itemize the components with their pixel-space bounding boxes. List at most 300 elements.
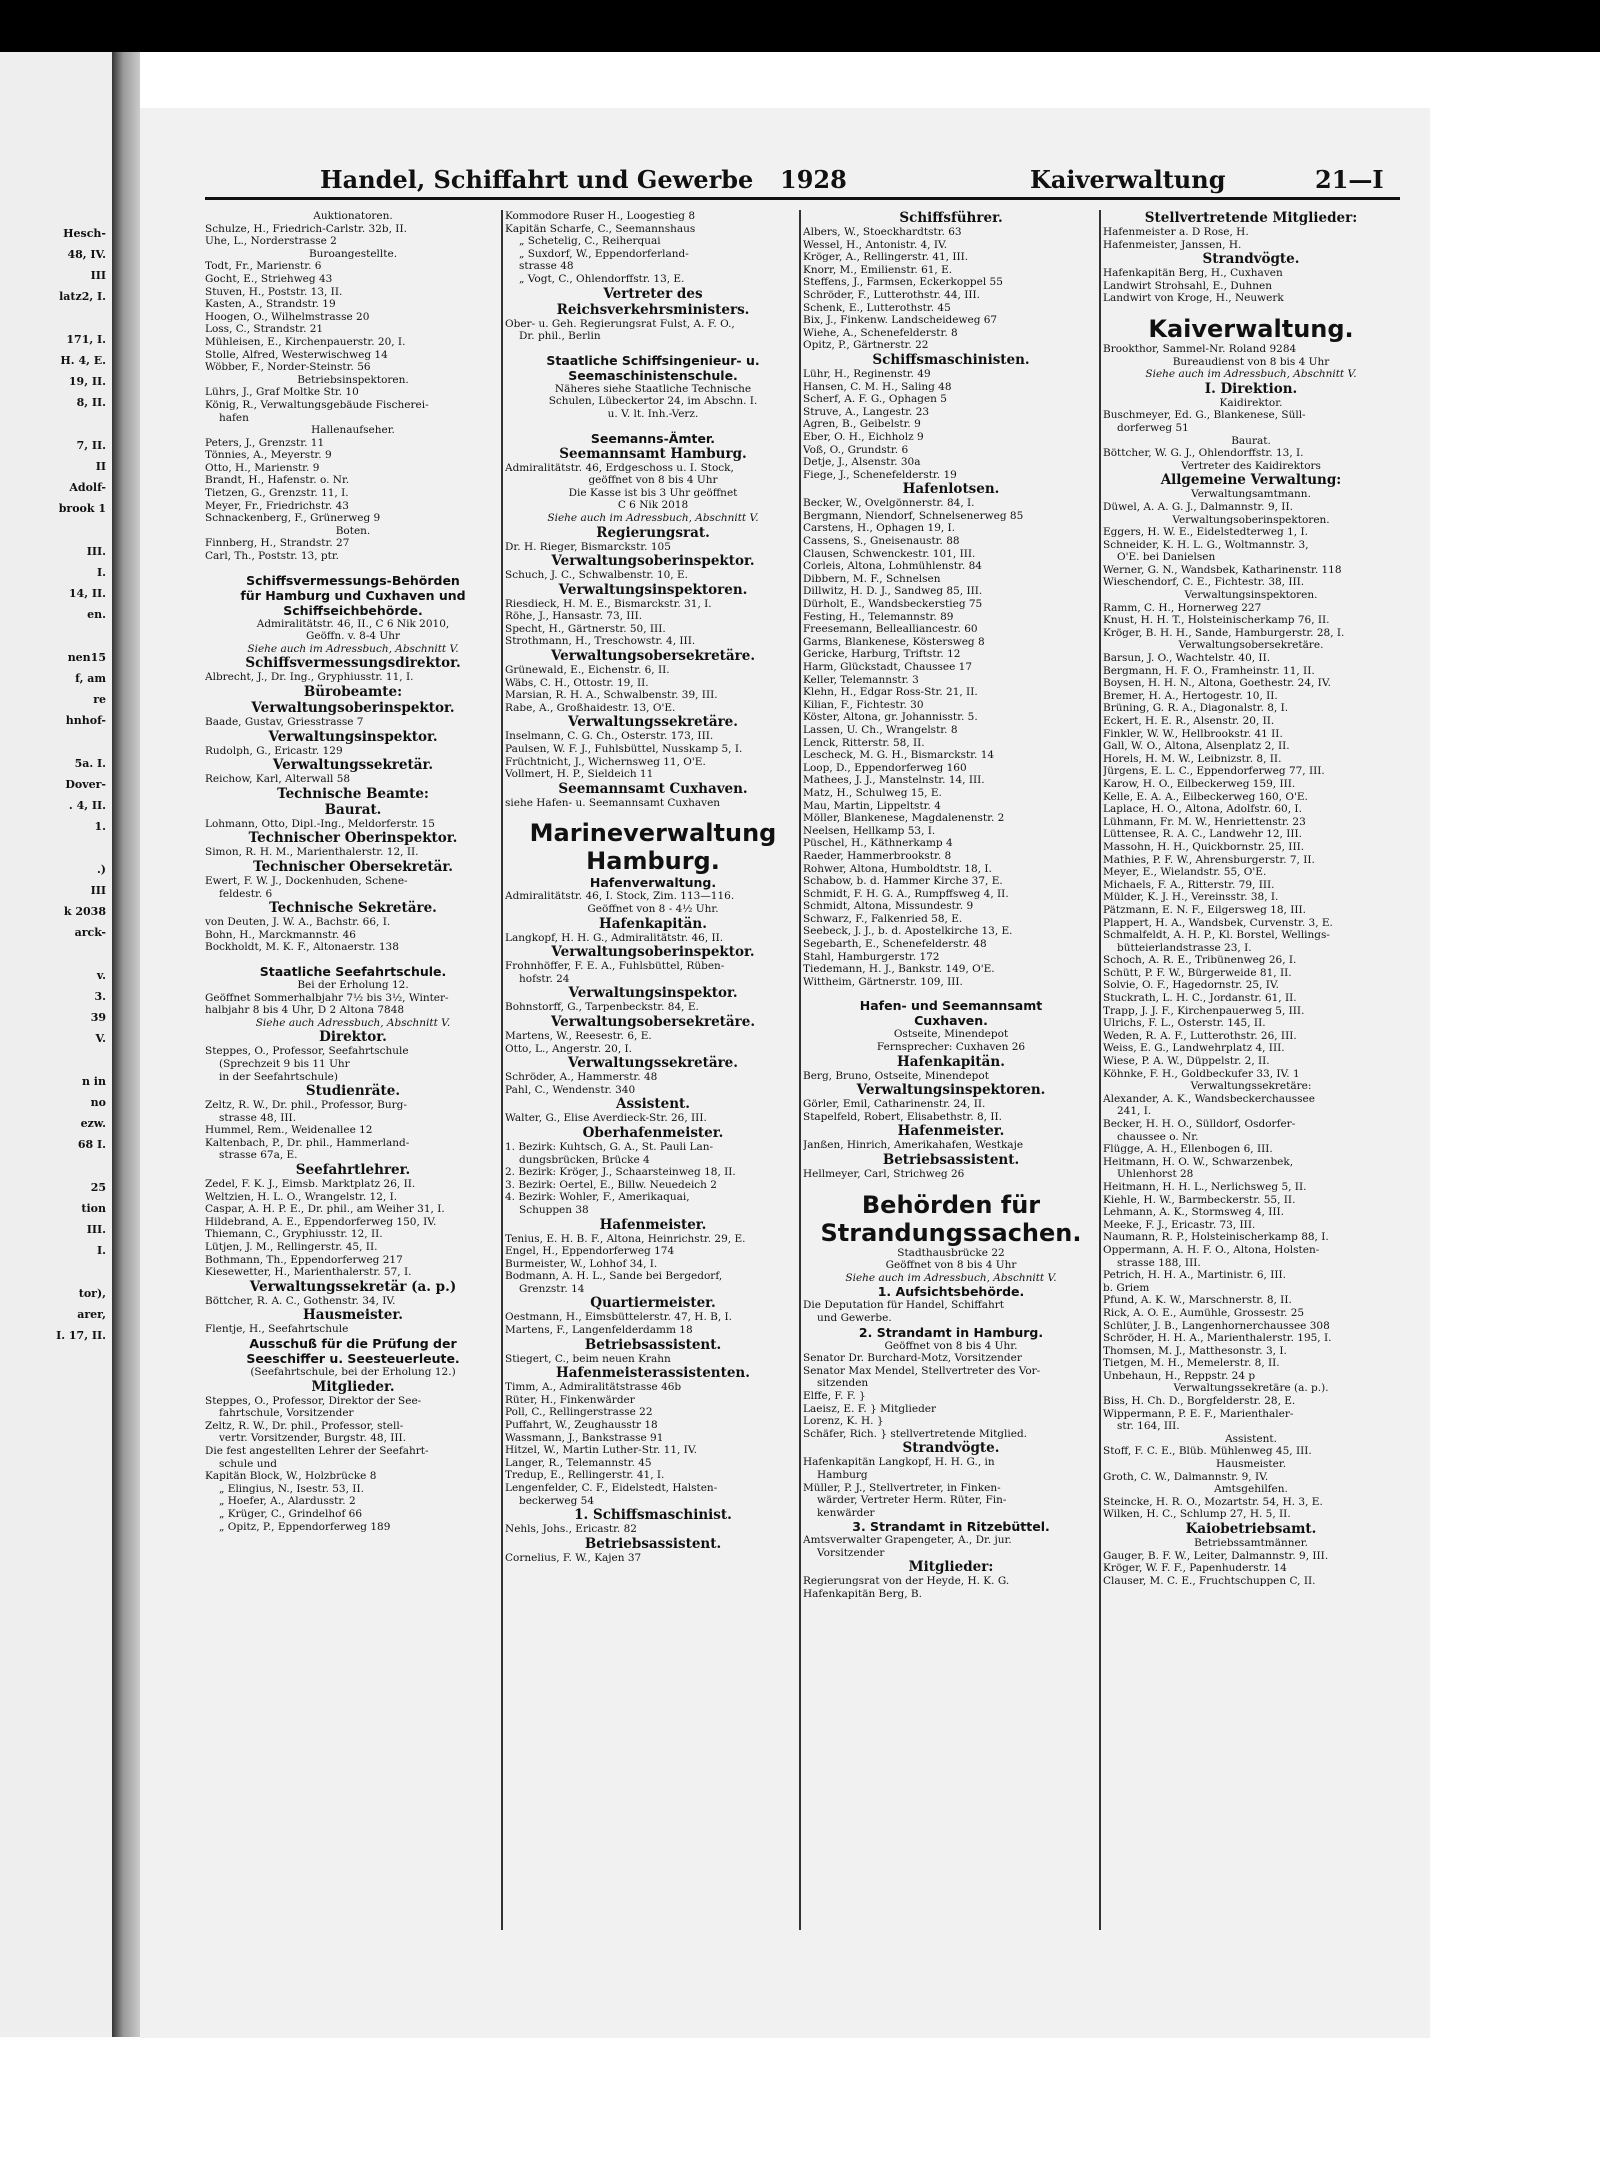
subheading: Ostseite, Minendepot xyxy=(893,1028,1009,1041)
entry: Petrich, H. H. A., Martinistr. 6, III. xyxy=(1103,1269,1286,1282)
section-heading: Verwaltungsinspektoren. xyxy=(856,1082,1046,1099)
subheading: Hallenaufseher. xyxy=(311,424,395,437)
margin-fragment: .) xyxy=(96,863,106,876)
entry-continuation: str. 164, III. xyxy=(1117,1420,1180,1433)
entry: Baade, Gustav, Griesstrasse 7 xyxy=(205,716,364,728)
entry: Hafenkapitän Berg, B. xyxy=(803,1588,922,1601)
entry: Elffe, F. F. } xyxy=(803,1389,866,1402)
entry-continuation: dorferweg 51 xyxy=(1117,421,1189,434)
entry-continuation: „ Suxdorf, W., Eppendorferland- xyxy=(519,247,689,260)
entry: Kröger, W. F. F., Papenhuderstr. 14 xyxy=(1103,1562,1287,1575)
subheading: Boten. xyxy=(335,524,371,537)
margin-fragment: v. xyxy=(96,969,106,982)
section-heading: Verwaltungssekretär (a. p.) xyxy=(249,1278,457,1295)
entry: Pätzmann, E. N. F., Eilgersweg 18, III. xyxy=(1103,903,1307,916)
entry: Rohwer, Altona, Humboldtstr. 18, I. xyxy=(803,862,992,875)
section-heading: Verwaltungssekretär. xyxy=(272,757,434,774)
entry-continuation: und Gewerbe. xyxy=(817,1311,892,1324)
spacer xyxy=(803,988,1099,998)
margin-fragment: 1. xyxy=(94,820,106,833)
section-heading: Hafenmeisterassistenten. xyxy=(556,1365,750,1382)
entry: Schenk, E., Lutterothstr. 45 xyxy=(803,301,951,314)
entry: Thiemann, C., Gryphiusstr. 12, II. xyxy=(205,1228,383,1241)
entry-continuation: „ Elingius, N., Isestr. 53, II. xyxy=(219,1482,364,1495)
entry: Düwel, A. A. G. J., Dalmannstr. 9, II. xyxy=(1103,500,1293,513)
margin-fragment: H. 4, E. xyxy=(60,354,106,367)
section-heading: Reichsverkehrsministers. xyxy=(556,301,750,318)
entry: Stapelfeld, Robert, Elisabethstr. 8, II. xyxy=(803,1110,1002,1123)
entry: Steppes, O., Professor, Seefahrtschule xyxy=(205,1045,409,1058)
entry: Nehls, Johs., Ericastr. 82 xyxy=(505,1523,637,1536)
entry: Fiege, J., Schenefelderstr. 19 xyxy=(803,468,957,481)
margin-fragment: I. xyxy=(97,566,106,579)
subheading: (Seefahrtschule, bei der Erholung 12.) xyxy=(250,1366,456,1378)
entry: Peters, J., Grenzstr. 11 xyxy=(205,436,325,449)
subheading: Die Kasse ist bis 3 Uhr geöffnet xyxy=(568,486,738,499)
entry: Festing, H., Telemannstr. 89 xyxy=(803,610,954,623)
section-heading: Technischer Oberinspektor. xyxy=(248,830,458,847)
scan-border-top xyxy=(0,0,1600,52)
entry-continuation: in der Seefahrtschule) xyxy=(219,1070,338,1083)
section-title: 1. Aufsichtsbehörde. xyxy=(877,1284,1025,1300)
entry: Matz, H., Schulweg 15, E. xyxy=(803,786,942,799)
left-page-margin xyxy=(0,52,112,2037)
margin-fragment: no xyxy=(90,1096,106,1109)
entry: Kasten, A., Strandstr. 19 xyxy=(205,298,336,311)
entry: Riesdieck, H. M. E., Bismarckstr. 31, I. xyxy=(505,597,712,610)
entry: Möller, Blankenese, Magdalenenstr. 2 xyxy=(803,812,1005,825)
spacer xyxy=(505,343,801,353)
section-heading: Betriebsassistent. xyxy=(584,1336,722,1353)
section-heading: Kaiobetriebsamt. xyxy=(1185,1521,1317,1537)
entry: Bohnstorff, G., Tarpenbeckstr. 84, E. xyxy=(505,1001,699,1014)
entry: Geöffnet Sommerhalbjahr 7½ bis 3½, Winter- xyxy=(205,991,449,1004)
entry: Landwirt von Kroge, H., Neuwerk xyxy=(1103,292,1284,305)
entry-continuation: sitzenden xyxy=(817,1377,869,1390)
cross-reference-note: Siehe auch im Adressbuch, Abschnitt V. xyxy=(845,1271,1057,1284)
section-title: Seemaschinistenschule. xyxy=(568,367,738,383)
entry: Unbehaun, H., Reppstr. 24 p xyxy=(1103,1369,1256,1382)
entry: Carl, Th., Poststr. 13, ptr. xyxy=(205,550,340,563)
entry: Schütt, P. F. W., Bürgerweide 81, II. xyxy=(1103,966,1292,979)
entry: Ramm, C. H., Hornerweg 227 xyxy=(1103,601,1262,614)
entry: Hafenmeister, Janssen, H. xyxy=(1103,238,1242,251)
margin-fragment: 5a. I. xyxy=(74,757,106,770)
cross-reference-note: Siehe auch im Adressbuch, Abschnitt V. xyxy=(247,642,459,655)
entry: Mau, Martin, Lippeltstr. 4 xyxy=(803,799,941,812)
margin-fragment: 8, II. xyxy=(76,396,106,409)
entry: Lehmann, A. K., Stormsweg 4, III. xyxy=(1103,1206,1284,1219)
header-rule xyxy=(205,197,1400,200)
entry: Klehn, H., Edgar Ross-Str. 21, II. xyxy=(803,686,978,699)
margin-fragment: 48, IV. xyxy=(67,248,106,261)
entry: Kilian, F., Fichtestr. 30 xyxy=(803,698,924,711)
entry: Bohn, H., Marckmannstr. 46 xyxy=(205,928,356,941)
entry: Gall, W. O., Altona, Alsenplatz 2, II. xyxy=(1103,740,1290,753)
entry: Todt, Fr., Marienstr. 6 xyxy=(205,260,322,273)
section-title: 2. Strandamt in Hamburg. xyxy=(858,1324,1044,1340)
section-title: für Hamburg und Cuxhaven und xyxy=(240,587,466,603)
entry: Poll, C., Rellingerstrasse 22 xyxy=(505,1406,653,1419)
subheading: Bureaudienst von 8 bis 4 Uhr xyxy=(1172,355,1330,368)
entry-continuation: kenwärder xyxy=(817,1506,875,1519)
entry-continuation: hafen xyxy=(219,411,249,424)
entry-continuation: „ Krüger, C., Grindelhof 66 xyxy=(219,1507,363,1520)
margin-fragment: V. xyxy=(95,1032,106,1045)
entry: 1. Bezirk: Kuhtsch, G. A., St. Pauli Lan- xyxy=(505,1140,714,1153)
entry-continuation: vertr. Vorsitzender, Burgstr. 48, III. xyxy=(219,1432,407,1445)
subheading: Geöffnet von 8 bis 4 Uhr xyxy=(885,1259,1017,1272)
margin-fragment: Dover- xyxy=(65,778,106,791)
entry: Schneider, K. H. L. G., Woltmannstr. 3, xyxy=(1103,538,1309,551)
entry: Wippermann, P. E. F., Marienthaler- xyxy=(1103,1407,1294,1420)
entry: Engel, H., Eppendorferweg 174 xyxy=(505,1245,675,1258)
entry: Opitz, P., Gärtnerstr. 22 xyxy=(803,339,929,352)
section-heading: Verwaltungsobersekretäre. xyxy=(550,648,756,665)
section-heading: Hafenkapitän. xyxy=(897,1053,1005,1070)
entry-continuation: (Sprechzeit 9 bis 11 Uhr xyxy=(219,1057,350,1070)
section-heading: Mitglieder. xyxy=(311,1378,395,1395)
entry: Brookthor, Sammel-Nr. Roland 9284 xyxy=(1103,342,1297,355)
entry: Grünewald, E., Eichenstr. 6, II. xyxy=(505,664,670,677)
entry: Loop, D., Eppendorferweg 160 xyxy=(803,761,967,774)
entry: Wiese, P. A. W., Düppelstr. 2, II. xyxy=(1103,1055,1270,1068)
subheading: Betriebsinspektoren. xyxy=(297,373,409,386)
entry: Walter, G., Elise Averdieck-Str. 26, III. xyxy=(505,1112,707,1125)
entry: Böttcher, W. G. J., Ohlendorffstr. 13, I. xyxy=(1103,447,1304,460)
entry: Admiralitätstr. 46, Erdgeschoss u. I. Stock, xyxy=(505,461,734,474)
margin-fragment: III xyxy=(90,269,106,282)
entry: Schoch, A. R. E., Tribünenweg 26, I. xyxy=(1103,954,1297,967)
section-heading: Hafenkapitän. xyxy=(599,915,707,932)
entry: Stahl, Hamburgerstr. 172 xyxy=(803,950,940,963)
column-divider xyxy=(799,210,801,1930)
entry: Zedel, F. K. J., Eimsb. Marktplatz 26, II. xyxy=(205,1178,416,1191)
margin-fragment: nen15 xyxy=(67,651,106,664)
entry-continuation: Uhlenhorst 28 xyxy=(1117,1168,1194,1181)
entry: Wilken, H. C., Schlump 27, H. 5, II. xyxy=(1103,1508,1291,1521)
entry: Kröger, B. H. H., Sande, Hamburgerstr. 28, I. xyxy=(1103,626,1345,639)
section-title: Schiffsvermessungs-Behörden xyxy=(246,572,460,588)
entry: Eckert, H. E. R., Alsenstr. 20, II. xyxy=(1103,715,1275,727)
entry: Lüttensee, R. A. C., Landwehr 12, III. xyxy=(1103,828,1303,841)
entry: Gericke, Harburg, Triftstr. 12 xyxy=(803,648,961,661)
entry: Clauser, M. C. E., Fruchtschuppen C, II. xyxy=(1103,1574,1316,1587)
entry: Pahl, C., Wendenstr. 340 xyxy=(505,1083,636,1096)
cross-reference-note: Siehe auch im Adressbuch, Abschnitt V. xyxy=(1145,368,1357,381)
subheading: Baurat. xyxy=(1231,434,1271,447)
entry: Pfund, A. K. W., Marschnerstr. 8, II. xyxy=(1103,1294,1292,1307)
section-heading: Seemannsamt Hamburg. xyxy=(559,445,747,462)
entry: Rabe, A., Großhaidestr. 13, O'E. xyxy=(505,701,676,714)
entry: Bergmann, H. F. O., Framheinstr. 11, II. xyxy=(1103,664,1315,677)
section-heading: Stellvertretende Mitglieder: xyxy=(1144,210,1358,226)
entry: Specht, H., Gärtnerstr. 50, III. xyxy=(505,622,666,635)
entry-continuation: 241, I. xyxy=(1117,1105,1152,1118)
margin-fragment: 25 xyxy=(90,1181,106,1194)
entry: Landwirt Strohsahl, E., Duhnen xyxy=(1103,279,1272,292)
subheading: geöffnet von 8 bis 4 Uhr xyxy=(588,474,718,487)
entry: Stuckrath, L. H. C., Jordanstr. 61, II. xyxy=(1103,992,1297,1005)
section-heading: Verwaltungsinspektor. xyxy=(268,728,438,745)
entry: Lütjen, J. M., Rellingerstr. 45, II. xyxy=(205,1241,378,1254)
section-heading: Technische Sekretäre. xyxy=(269,900,437,917)
subheading: u. V. lt. Inh.-Verz. xyxy=(607,407,699,420)
entry: Mülder, K. J. H., Vereinsstr. 38, I. xyxy=(1103,891,1279,904)
entry: Martens, F., Langenfelderdamm 18 xyxy=(505,1324,693,1337)
subheading: Geöffn. v. 8-4 Uhr xyxy=(305,630,401,643)
entry: Simon, R. H. M., Marienthalerstr. 12, II. xyxy=(205,846,419,859)
entry: Hummel, Rem., Weidenallee 12 xyxy=(205,1124,373,1137)
entry: Boysen, H. H. N., Altona, Goethestr. 24, IV. xyxy=(1103,677,1331,690)
entry-continuation: dungsbrücken, Brücke 4 xyxy=(519,1153,650,1166)
section-title: Cuxhaven. xyxy=(914,1013,988,1029)
entry-continuation: strasse 48, III. xyxy=(219,1111,297,1124)
entry: Stolle, Alfred, Westerwischweg 14 xyxy=(205,348,388,361)
margin-fragment: k 2038 xyxy=(63,905,106,918)
margin-fragment: 3. xyxy=(94,990,106,1003)
entry: Hoogen, O., Wilhelmstrasse 20 xyxy=(205,310,370,323)
entry-continuation: wärder, Vertreter Herm. Rüter, Fin- xyxy=(817,1494,1007,1507)
subheading: Verwaltungsamtmann. xyxy=(1191,488,1311,501)
section-heading: Betriebsassistent. xyxy=(882,1152,1020,1168)
entry: Massohn, H. H., Quickbornstr. 25, III. xyxy=(1103,840,1305,853)
entry: Lorenz, K. H. } xyxy=(803,1415,884,1428)
section-heading: Seefahrtlehrer. xyxy=(295,1162,411,1179)
section-heading: Regierungsrat. xyxy=(596,524,710,541)
entry: Steincke, H. R. O., Mozartstr. 54, H. 3, E. xyxy=(1103,1495,1323,1508)
entry: Hildebrand, A. E., Eppendorferweg 150, IV. xyxy=(205,1215,437,1228)
section-heading: Hafenmeister. xyxy=(599,1216,707,1233)
entry: Struve, A., Langestr. 23 xyxy=(803,405,930,418)
major-title: Marineverwaltung xyxy=(529,819,777,848)
entry: Steppes, O., Professor, Direktor der See- xyxy=(205,1394,422,1407)
entry: Timm, A., Admiralitätstrasse 46b xyxy=(505,1381,682,1394)
entry-continuation: „ Vogt, C., Ohlendorffstr. 13, E. xyxy=(519,272,685,285)
entry: Agren, B., Geibelstr. 9 xyxy=(803,418,921,431)
entry: 4. Bezirk: Wohler, F., Amerikaquai, xyxy=(505,1191,690,1204)
entry: Heitmann, H. H. L., Nerlichsweg 5, II. xyxy=(1103,1180,1307,1193)
entry: Burmeister, W., Lohhof 34, I. xyxy=(505,1257,658,1270)
section-title: Seemanns-Ämter. xyxy=(590,430,716,446)
subheading: Verwaltungsinspektoren. xyxy=(1184,589,1318,602)
entry: Knorr, M., Emilienstr. 61, E. xyxy=(803,263,953,276)
header-section: Kaiverwaltung xyxy=(1030,165,1226,194)
section-heading: Direktor. xyxy=(319,1029,387,1046)
entry: Mühleisen, E., Kirchenpauerstr. 20, I. xyxy=(205,335,406,348)
entry: Weden, R. A. F., Lutterothstr. 26, III. xyxy=(1103,1029,1297,1042)
entry: Kapitän Block, W., Holzbrücke 8 xyxy=(205,1470,377,1483)
entry: Horels, H. M. W., Leibnizstr. 8, II. xyxy=(1103,752,1282,765)
entry: Ober- u. Geh. Regierungsrat Fulst, A. F. O., xyxy=(505,317,735,330)
entry: Bodmann, A. H. L., Sande bei Bergedorf, xyxy=(505,1270,723,1283)
entry: Wessel, H., Antonistr. 4, IV. xyxy=(803,238,948,251)
entry: Flügge, A. H., Ellenbogen 6, III. xyxy=(1103,1143,1273,1156)
entry: Schnackenberg, F., Grünerweg 9 xyxy=(205,512,381,525)
entry: 3. Bezirk: Oertel, E., Billw. Neuedeich 2 xyxy=(505,1178,717,1191)
entry-continuation: feldestr. 6 xyxy=(219,887,273,900)
page-header xyxy=(205,165,1400,195)
margin-fragment: f, am xyxy=(75,672,106,685)
cross-reference-note: Siehe auch im Adressbuch, Abschnitt V. xyxy=(547,511,759,524)
entry: Mathees, J. J., Manstelnstr. 14, III. xyxy=(803,774,985,787)
subheading: Näheres siehe Staatliche Technische xyxy=(554,382,752,395)
section-heading: Quartiermeister. xyxy=(590,1295,716,1312)
section-heading: I. Direktion. xyxy=(1204,380,1298,397)
header-page-number: 21—I xyxy=(1315,165,1384,194)
entry: Scherf, A. F. G., Ophagen 5 xyxy=(803,393,947,406)
entry-continuation: „ Schetelig, C., Reiherquai xyxy=(519,235,661,248)
book-gutter xyxy=(112,52,140,2037)
section-heading: Hausmeister. xyxy=(303,1307,403,1324)
entry: Dillwitz, H. D. J., Sandweg 85, III. xyxy=(803,585,983,598)
margin-fragment: Hesch- xyxy=(63,227,106,240)
subheading: Vertreter des Kaidirektors xyxy=(1181,459,1321,472)
subheading: Kaidirektor. xyxy=(1219,396,1283,409)
entry: Strothmann, H., Treschowstr. 4, III. xyxy=(505,635,696,648)
entry-continuation: „ Opitz, P., Eppendorferweg 189 xyxy=(219,1520,391,1533)
section-heading: Schiffsführer. xyxy=(899,210,1003,226)
entry: von Deuten, J. W. A., Bachstr. 66, I. xyxy=(205,916,391,929)
entry: Tredup, E., Rellingerstr. 41, I. xyxy=(505,1469,665,1482)
entry: Biss, H. Ch. D., Borgfelderstr. 28, E. xyxy=(1103,1395,1296,1408)
column-4 xyxy=(1103,210,1399,1587)
major-title: Strandungssachen. xyxy=(820,1218,1082,1247)
entry: Segebarth, E., Schenefelderstr. 48 xyxy=(803,938,987,951)
entry: Schabow, b. d. Hammer Kirche 37, E. xyxy=(803,875,1003,888)
section-heading: Verwaltungsoberinspektor. xyxy=(551,944,755,961)
entry: Schröder, A., Hammerstr. 48 xyxy=(505,1071,658,1084)
section-heading: Verwaltungsinspektor. xyxy=(568,985,738,1002)
spacer xyxy=(505,421,801,431)
section-heading: Betriebsassistent. xyxy=(584,1535,722,1552)
entry: Schmidt, Altona, Missundestr. 9 xyxy=(803,900,974,913)
entry: Solvie, O. F., Hagedornstr. 25, IV. xyxy=(1103,979,1279,992)
entry: Tönnies, A., Meyerstr. 9 xyxy=(205,449,332,462)
entry: Meyer, E., Wielandstr. 55, O'E. xyxy=(1103,866,1267,879)
entry: Cornelius, F. W., Kajen 37 xyxy=(505,1551,642,1564)
subheading: Geöffnet von 8 bis 4 Uhr. xyxy=(884,1339,1018,1352)
entry: Albers, W., Stoeckhardtstr. 63 xyxy=(803,226,962,238)
entry: Regierungsrat von der Heyde, H. K. G. xyxy=(803,1575,1010,1588)
section-heading: Mitglieder: xyxy=(908,1559,994,1576)
entry: Uhe, L., Norderstrasse 2 xyxy=(205,235,337,248)
subheading: Fernsprecher: Cuxhaven 26 xyxy=(876,1041,1026,1054)
entry: Buschmeyer, Ed. G., Blankenese, Süll- xyxy=(1103,409,1306,422)
entry-continuation: beckerweg 54 xyxy=(519,1494,595,1507)
entry: Oestmann, H., Eimsbüttelerstr. 47, H. B, I. xyxy=(505,1311,733,1324)
section-title: Staatliche Seefahrtschule. xyxy=(259,963,447,979)
entry: Schuch, J. C., Schwalbenstr. 10, E. xyxy=(505,569,688,582)
entry: b. Griem xyxy=(1103,1281,1150,1294)
entry: Werner, G. N., Wandsbek, Katharinenstr. 118 xyxy=(1103,563,1342,576)
subheading: Verwaltungssekretäre: xyxy=(1190,1080,1312,1093)
section-heading: Schiffsvermessungsdirektor. xyxy=(245,655,461,672)
entry: Martens, W., Reesestr. 6, E. xyxy=(505,1029,652,1042)
entry: Finkler, W. W., Hellbrookstr. 41 II. xyxy=(1103,727,1283,740)
section-heading: Bürobeamte: xyxy=(303,684,403,700)
margin-fragment: tor), xyxy=(78,1287,106,1300)
entry: Karow, H. O., Eilbeckerweg 159, III. xyxy=(1103,777,1296,790)
section-heading: Verwaltungsinspektoren. xyxy=(558,581,748,598)
entry: Röhe, J., Hansastr. 73, III. xyxy=(505,610,643,623)
margin-fragment: n in xyxy=(81,1075,106,1088)
entry: Weiss, E. G., Landwehrplatz 4, III. xyxy=(1103,1042,1285,1055)
entry: Senator Max Mendel, Stellvertreter des Vor- xyxy=(803,1364,1041,1377)
entry: Wäbs, C. H., Ottostr. 19, II. xyxy=(505,676,649,689)
entry: Caspar, A. H. P. E., Dr. phil., am Weiher 31, I. xyxy=(205,1203,445,1216)
entry: Rüter, H., Finkenwärder xyxy=(505,1393,635,1406)
entry: Keller, Telemannstr. 3 xyxy=(803,673,919,686)
entry-continuation: strasse 48 xyxy=(519,260,574,273)
entry: Wassmann, J., Bankstrasse 91 xyxy=(505,1431,664,1444)
entry: Plappert, H. A., Wandsbek, Curvenstr. 3, E. xyxy=(1103,916,1333,929)
entry: Meyer, Fr., Friedrichstr. 43 xyxy=(205,499,349,512)
entry: Zeltz, R. W., Dr. phil., Professor, Burg- xyxy=(205,1099,407,1112)
spacer xyxy=(205,563,501,573)
entry: Marsian, R. H. A., Schwalbenstr. 39, III. xyxy=(505,689,718,702)
entry: Ulrichs, F. L., Osterstr. 145, II. xyxy=(1103,1017,1266,1030)
entry: Lenck, Ritterstr. 58, II. xyxy=(803,736,925,749)
entry: Kiehle, H. W., Barmbeckerstr. 55, II. xyxy=(1103,1193,1296,1206)
margin-fragment: 39 xyxy=(90,1011,106,1024)
subheading: Betriebssamtmänner. xyxy=(1194,1537,1308,1549)
entry: Freesemann, Bellealliancestr. 60 xyxy=(803,623,978,636)
subheading: Stadthausbrücke 22 xyxy=(897,1246,1005,1259)
entry: Brüning, G. R. A., Diagonalstr. 8, I. xyxy=(1103,702,1289,715)
entry-continuation: chaussee o. Nr. xyxy=(1117,1130,1199,1143)
entry-continuation: Schuppen 38 xyxy=(519,1203,589,1216)
major-title: Kaiverwaltung. xyxy=(1148,314,1354,343)
entry: Lührs, J., Graf Moltke Str. 10 xyxy=(205,386,359,399)
margin-fragment: latz2, I. xyxy=(59,290,106,303)
entry: Knust, H. H. T., Holsteinischerkamp 76, II. xyxy=(1103,614,1330,627)
subheading: Buroangestellte. xyxy=(308,247,398,260)
section-heading: Schiffsmaschinisten. xyxy=(872,351,1030,368)
entry-continuation: Hamburg xyxy=(817,1468,868,1481)
margin-fragment: I. 17, II. xyxy=(56,1329,106,1342)
entry-continuation: hofstr. 24 xyxy=(519,972,570,985)
margin-fragment: 7, II. xyxy=(76,439,106,452)
margin-fragment: 171, I. xyxy=(66,333,106,346)
spacer xyxy=(1103,305,1399,315)
entry: Dr. H. Rieger, Bismarckstr. 105 xyxy=(505,540,671,553)
column-2 xyxy=(505,210,801,1564)
entry: Langer, R., Telemannstr. 45 xyxy=(505,1456,652,1469)
entry: Neelsen, Hellkamp 53, I. xyxy=(803,824,936,837)
entry: Stoff, F. C. E., Blüb. Mühlenweg 45, III. xyxy=(1103,1445,1312,1458)
section-title: 3. Strandamt in Ritzebüttel. xyxy=(852,1519,1050,1535)
entry: Vollmert, H. P., Sieldeich 11 xyxy=(505,768,654,781)
entry: Die fest angestellten Lehrer der Seefahrt- xyxy=(205,1444,429,1457)
entry: Steffens, J., Farmsen, Eckerkoppel 55 xyxy=(803,276,1003,289)
entry: Früchtnicht, J., Wichernsweg 11, O'E. xyxy=(505,755,706,768)
spacer xyxy=(505,809,801,819)
margin-fragment: 68 I. xyxy=(77,1138,106,1151)
entry-continuation: strasse 188, III. xyxy=(1117,1256,1201,1269)
entry: Schröder, H. H. A., Marienthalerstr. 195, I. xyxy=(1103,1332,1332,1345)
entry: Kaltenbach, P., Dr. phil., Hammerland- xyxy=(205,1136,410,1149)
entry: Lühr, H., Reginenstr. 49 xyxy=(803,367,931,380)
entry: Harm, Glückstadt, Chaussee 17 xyxy=(803,661,973,673)
entry: Heitmann, H. O. W., Schwarzenbek, xyxy=(1103,1155,1294,1168)
section-heading: Strandvögte. xyxy=(1202,251,1300,268)
entry-continuation: Grenzstr. 14 xyxy=(519,1282,585,1295)
major-title: Behörden für xyxy=(861,1190,1041,1219)
margin-fragment: III. xyxy=(86,1223,106,1236)
column-divider xyxy=(1099,210,1101,1930)
subheading: C 6 Nik 2018 xyxy=(617,499,689,512)
